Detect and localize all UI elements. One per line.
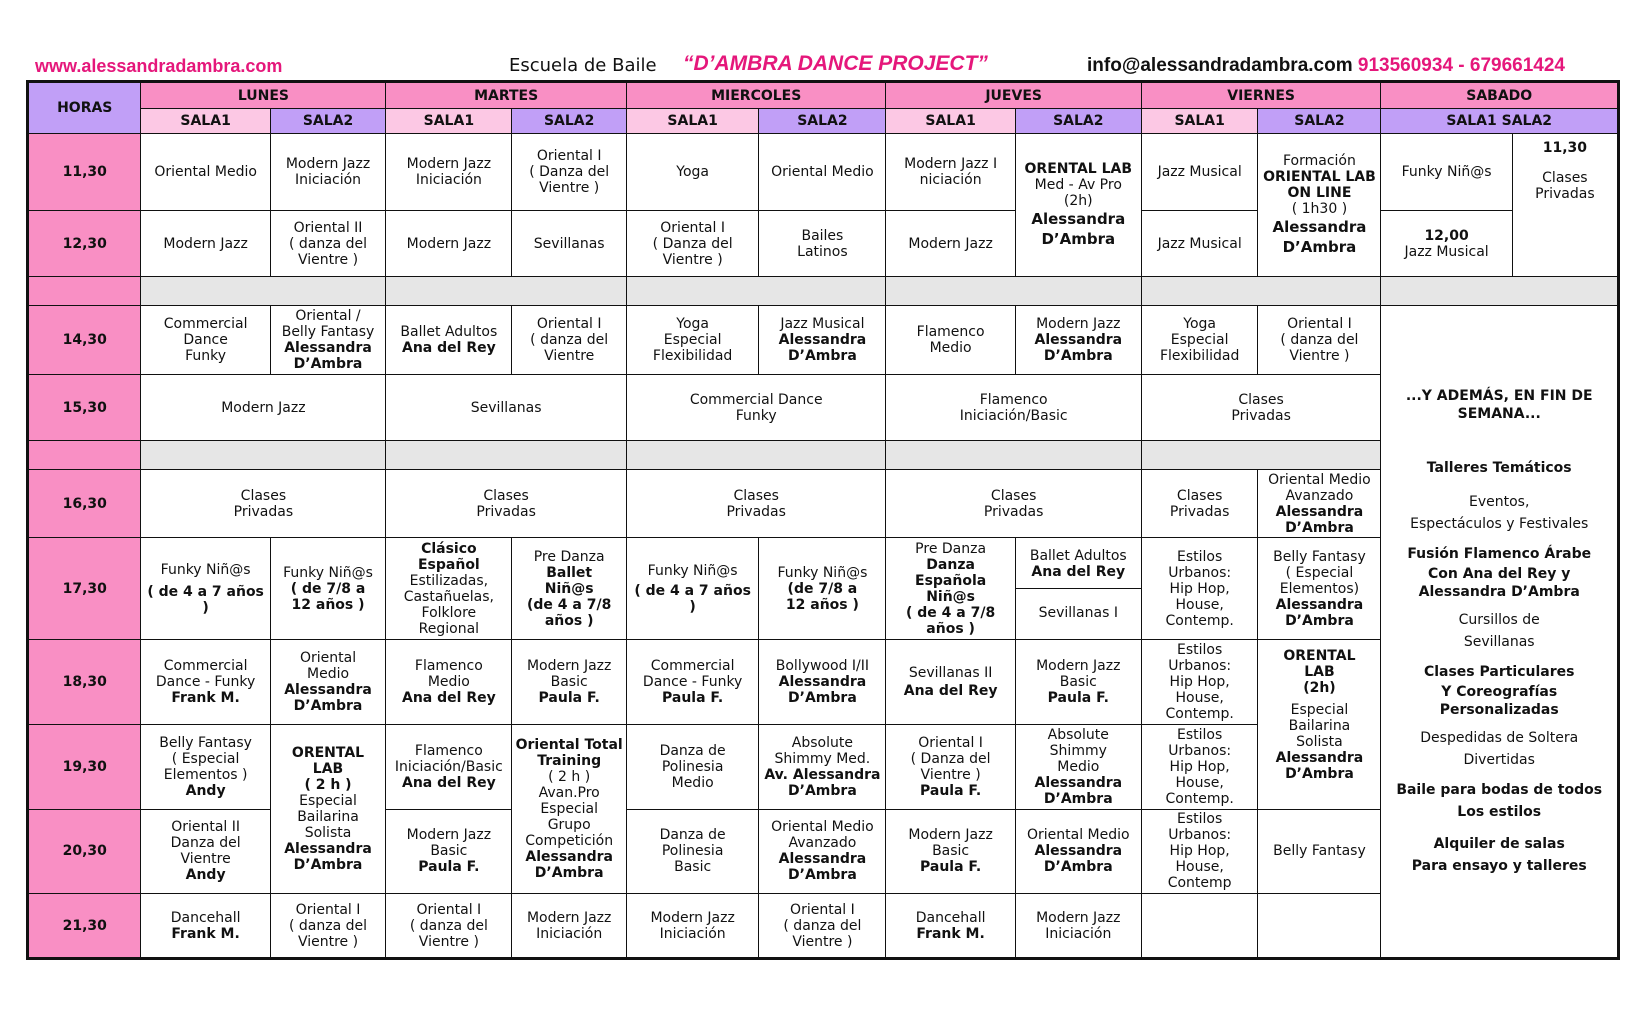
class-cell: Yoga bbox=[626, 134, 758, 211]
class-cell: Clases Privadas bbox=[386, 470, 627, 538]
class-cell: Modern Jazz Iniciación bbox=[386, 134, 512, 211]
day-header-viernes: VIERNES bbox=[1141, 82, 1381, 109]
sala1-header: SALA1 bbox=[141, 109, 270, 134]
class-cell: Flamenco Iniciación/Basic Ana del Rey bbox=[386, 725, 512, 810]
class-cell: Modern Jazz Basic Paula F. bbox=[512, 640, 627, 725]
sala1-header: SALA1 bbox=[886, 109, 1015, 134]
hour-label: 17,30 bbox=[28, 538, 141, 640]
hour-label: 21,30 bbox=[28, 894, 141, 959]
class-cell: Oriental I ( danza del Vientre ) bbox=[386, 894, 512, 959]
class-cell: Pre Danza Danza Española Niñ@s ( de 4 a 7/8 años ) bbox=[886, 538, 1015, 640]
sabado-salas-header: SALA1 SALA2 bbox=[1381, 109, 1619, 134]
break-row bbox=[386, 441, 627, 470]
class-cell: Modern Jazz bbox=[141, 211, 270, 277]
class-cell: Oriental I ( Danza del Vientre ) Paula F. bbox=[886, 725, 1015, 810]
class-cell: Oriental / Belly Fantasy Alessandra D’Ambra bbox=[270, 306, 386, 375]
hour-label: 12,30 bbox=[28, 211, 141, 277]
class-cell bbox=[1141, 894, 1258, 959]
break-row bbox=[1141, 277, 1381, 306]
class-cell: Funky Niñ@s ( de 4 a 7 años ) bbox=[141, 538, 270, 640]
class-cell: Modern Jazz I niciación bbox=[886, 134, 1015, 211]
class-cell: Commercial Dance - Funky Frank M. bbox=[141, 640, 270, 725]
class-cell: Oriental I ( danza del Vientre ) bbox=[1258, 306, 1381, 375]
class-cell: Modern Jazz bbox=[141, 375, 386, 441]
phone-numbers: 913560934 - 679661424 bbox=[1357, 55, 1565, 76]
class-cell: Oriental Medio Avanzado Alessandra D’Ambra bbox=[1258, 470, 1381, 538]
class-cell: Danza de Polinesia Medio bbox=[626, 725, 758, 810]
class-cell: Modern Jazz Iniciación bbox=[270, 134, 386, 211]
class-cell: Yoga Especial Flexibilidad bbox=[1141, 306, 1258, 375]
class-cell: Flamenco Medio bbox=[886, 306, 1015, 375]
break-row bbox=[141, 277, 386, 306]
class-cell: Belly Fantasy ( Especial Elementos ) Andy bbox=[141, 725, 270, 810]
class-cell: Oriental Total Training ( 2 h ) Avan.Pro Especial Grupo Competición Alessandra D’Ambra bbox=[512, 725, 627, 894]
break-row bbox=[1141, 441, 1381, 470]
class-cell: Sevillanas bbox=[386, 375, 627, 441]
class-cell: Funky Niñ@s ( de 7/8 a 12 años ) bbox=[270, 538, 386, 640]
class-cell: Bollywood I/II Alessandra D’Ambra bbox=[759, 640, 886, 725]
class-cell: Modern Jazz bbox=[886, 211, 1015, 277]
class-cell: 12,00 Jazz Musical bbox=[1381, 211, 1512, 277]
class-cell-split bbox=[1015, 538, 1141, 640]
hour-label: 19,30 bbox=[28, 725, 141, 810]
class-cell: Funky Niñ@s (de 7/8 a 12 años ) bbox=[759, 538, 886, 640]
class-cell: Clases Privadas bbox=[886, 470, 1141, 538]
sala2-header: SALA2 bbox=[1015, 109, 1141, 134]
class-cell: Sevillanas bbox=[512, 211, 627, 277]
class-cell: Belly Fantasy ( Especial Elementos) Alessandra D’Ambra bbox=[1258, 538, 1381, 640]
class-cell: Modern Jazz Alessandra D’Ambra bbox=[1015, 306, 1141, 375]
hour-label: 14,30 bbox=[28, 306, 141, 375]
class-cell: Clases Privadas bbox=[1141, 470, 1258, 538]
class-cell: Commercial Dance Funky bbox=[141, 306, 270, 375]
class-cell: Jazz Musical Alessandra D’Ambra bbox=[759, 306, 886, 375]
class-cell: Estilos Urbanos: Hip Hop, House, Contemp. bbox=[1141, 538, 1258, 640]
class-cell: Dancehall Frank M. bbox=[141, 894, 270, 959]
class-cell: Commercial Dance Funky bbox=[626, 375, 886, 441]
hour-label: 16,30 bbox=[28, 470, 141, 538]
day-header-miercoles: MIERCOLES bbox=[626, 82, 886, 109]
class-cell: ORENTAL LAB ( 2 h ) Especial Bailarina Solista Alessandra D’Ambra bbox=[270, 725, 386, 894]
class-cell: Oriental Medio Alessandra D’Ambra bbox=[270, 640, 386, 725]
hour-label: 20,30 bbox=[28, 809, 141, 894]
class-cell: Clásico Español Estilizadas, Castañuelas, Folklore Regional bbox=[386, 538, 512, 640]
email-link[interactable]: info@alessandradambra.com bbox=[1087, 55, 1353, 76]
class-cell: Bailes Latinos bbox=[759, 211, 886, 277]
class-cell bbox=[1258, 894, 1381, 959]
class-cell: Absolute Shimmy Med. Av. Alessandra D’Ambra bbox=[759, 725, 886, 810]
schedule-table bbox=[26, 80, 1620, 960]
day-header-jueves: JUEVES bbox=[886, 82, 1141, 109]
class-cell: Jazz Musical bbox=[1141, 211, 1258, 277]
class-cell: Oriental I ( danza del Vientre bbox=[512, 306, 627, 375]
class-cell: Oriental I ( danza del Vientre ) bbox=[270, 894, 386, 959]
class-cell: Sevillanas II Ana del Rey bbox=[886, 640, 1015, 725]
day-header-sabado: SABADO bbox=[1381, 82, 1619, 109]
class-cell: ORENTAL LAB Med - Av Pro (2h) Alessandra D’Ambra bbox=[1015, 134, 1141, 277]
class-cell: Oriental II Danza del Vientre Andy bbox=[141, 809, 270, 894]
class-cell: Modern Jazz Iniciación bbox=[512, 894, 627, 959]
class-cell: Modern Jazz Iniciación bbox=[1015, 894, 1141, 959]
header-bar bbox=[0, 52, 1646, 82]
break-row bbox=[28, 277, 141, 306]
class-cell: Estilos Urbanos: Hip Hop, House, Contemp. bbox=[1141, 640, 1258, 725]
class-cell: Ballet Adultos Ana del Rey bbox=[1016, 540, 1141, 589]
class-cell: Funky Niñ@s ( de 4 a 7 años ) bbox=[626, 538, 758, 640]
class-cell: Oriental Medio Alessandra D’Ambra bbox=[1015, 809, 1141, 894]
hour-label: 11,30 bbox=[28, 134, 141, 211]
class-cell: Clases Privadas bbox=[141, 470, 386, 538]
class-cell: Flamenco Iniciación/Basic bbox=[886, 375, 1141, 441]
class-cell: Oriental Medio Avanzado Alessandra D’Ambra bbox=[759, 809, 886, 894]
class-cell: Oriental I ( Danza del Vientre ) bbox=[626, 211, 758, 277]
website-link[interactable]: www.alessandradambra.com bbox=[35, 56, 283, 76]
weekend-extras-box: ...Y ADEMÁS, EN FIN DE SEMANA... Talleres Temáticos Eventos, Espectáculos y Festivales Fusión Flamenco Árabe Con Ana del Rey y Alessandra D’Ambra Cursillos de Sevillanas Clases Particulares Y Coreografías Personalizadas Despedidas de Soltera Divertidas Baile para bodas de todos Los estilos Alquiler de salas Para ensayo y talleres bbox=[1381, 306, 1619, 959]
class-cell: Oriental Medio bbox=[141, 134, 270, 211]
break-row bbox=[386, 277, 627, 306]
break-row bbox=[28, 441, 141, 470]
hour-label: 15,30 bbox=[28, 375, 141, 441]
class-cell: Modern Jazz Iniciación bbox=[626, 894, 758, 959]
class-cell: Clases Privadas bbox=[626, 470, 886, 538]
class-cell: Flamenco Medio Ana del Rey bbox=[386, 640, 512, 725]
class-cell: Formación ORIENTAL LAB ON LINE ( 1h30 ) Alessandra D’Ambra bbox=[1258, 134, 1381, 277]
class-cell: Oriental Medio bbox=[759, 134, 886, 211]
sala2-header: SALA2 bbox=[512, 109, 627, 134]
class-cell: Jazz Musical bbox=[1141, 134, 1258, 211]
class-cell: Ballet Adultos Ana del Rey bbox=[386, 306, 512, 375]
day-header-martes: MARTES bbox=[386, 82, 627, 109]
class-cell: Estilos Urbanos: Hip Hop, House, Contemp. bbox=[1141, 725, 1258, 810]
sala2-header: SALA2 bbox=[759, 109, 886, 134]
class-cell: Belly Fantasy bbox=[1258, 809, 1381, 894]
class-cell: Oriental I ( danza del Vientre ) bbox=[759, 894, 886, 959]
class-cell: 11,30 Clases Privadas bbox=[1512, 134, 1618, 277]
break-row bbox=[626, 277, 886, 306]
class-cell: Modern Jazz bbox=[386, 211, 512, 277]
sala1-header: SALA1 bbox=[386, 109, 512, 134]
contact-info bbox=[1087, 55, 1565, 77]
day-header-lunes: LUNES bbox=[141, 82, 386, 109]
horas-header: HORAS bbox=[28, 82, 141, 134]
class-cell: Yoga Especial Flexibilidad bbox=[626, 306, 758, 375]
class-cell: Modern Jazz Basic Paula F. bbox=[386, 809, 512, 894]
hour-label: 18,30 bbox=[28, 640, 141, 725]
class-cell: Oriental I ( Danza del Vientre ) bbox=[512, 134, 627, 211]
break-row bbox=[141, 441, 386, 470]
sala2-header: SALA2 bbox=[1258, 109, 1381, 134]
sala2-header: SALA2 bbox=[270, 109, 386, 134]
class-cell: Commercial Dance - Funky Paula F. bbox=[626, 640, 758, 725]
class-cell: Pre Danza Ballet Niñ@s (de 4 a 7/8 años ) bbox=[512, 538, 627, 640]
sala1-header: SALA1 bbox=[1141, 109, 1258, 134]
class-cell: Danza de Polinesia Basic bbox=[626, 809, 758, 894]
break-row bbox=[886, 277, 1141, 306]
class-cell: Absolute Shimmy Medio Alessandra D’Ambra bbox=[1015, 725, 1141, 810]
break-row bbox=[1381, 277, 1619, 306]
break-row bbox=[626, 441, 886, 470]
class-cell: Clases Privadas bbox=[1141, 375, 1381, 441]
class-cell: Dancehall Frank M. bbox=[886, 894, 1015, 959]
break-row bbox=[886, 441, 1141, 470]
class-cell: Modern Jazz Basic Paula F. bbox=[1015, 640, 1141, 725]
class-cell: Modern Jazz Basic Paula F. bbox=[886, 809, 1015, 894]
school-label: Escuela de Baile bbox=[509, 55, 657, 76]
class-cell: Oriental II ( danza del Vientre ) bbox=[270, 211, 386, 277]
class-cell: ORENTAL LAB (2h) Especial Bailarina Solista Alessandra D’Ambra bbox=[1258, 640, 1381, 809]
class-cell: Funky Niñ@s bbox=[1381, 134, 1512, 211]
school-name: “D’AMBRA DANCE PROJECT” bbox=[683, 52, 988, 75]
class-cell: Sevillanas I bbox=[1038, 605, 1118, 622]
sala1-header: SALA1 bbox=[626, 109, 758, 134]
class-cell: Estilos Urbanos: Hip Hop, House, Contemp bbox=[1141, 809, 1258, 894]
